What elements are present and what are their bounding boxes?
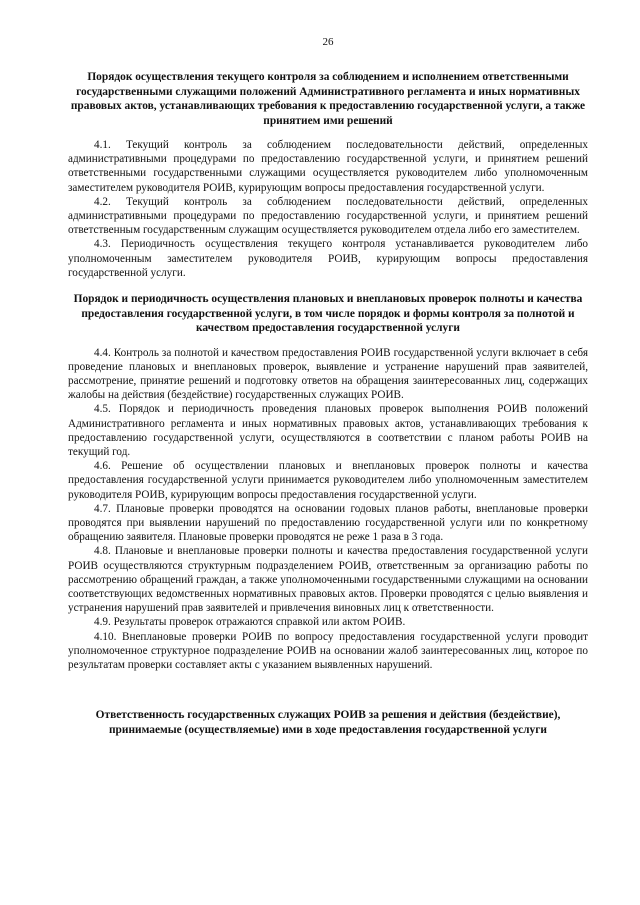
paragraph-4-9: 4.9. Результаты проверок отражаются справкой или актом РОИВ.	[94, 616, 406, 629]
section-inspections	[68, 292, 588, 672]
paragraph-4-7: 4.7. Плановые проверки проводятся на основании годовых планов работы, внеплановые проверки проводятся при выявлении нарушений по предоставлению государственной услуги или по конкретному обращению заявителя. Плановые проверки проводятся не реже 1 раза в 3 года.	[68, 502, 588, 544]
page-number: 26	[322, 36, 334, 48]
section-current-control	[68, 70, 588, 280]
paragraph-4-10: 4.10. Внеплановые проверки РОИВ по вопросу предоставления государственной услуги проводит уполномоченное структурное подразделение РОИВ на основании жалоб заинтересованных лиц, которое по результатам проверки составляет акты с указанием выявленных нарушений.	[68, 630, 588, 671]
paragraph-4-3: 4.3. Периодичность осуществления текущего контроля устанавливается руководителем либо уполномоченным заместителем руководителя РОИВ, курирующим вопросы предоставления государственной услуги.	[68, 238, 588, 279]
paragraph-4-8: 4.8. Плановые и внеплановые проверки полноты и качества предоставления государственной услуги РОИВ осуществляются структурным подразделением РОИВ, ответственным за организацию работы по рассмотрению обращений граждан, а также уполномоченными государственными служащими на основании соответствующих ведомственных нормативных правовых актов. Проверки проводятся с целью выявления и устранения нарушений прав заявителей и привлечения виновных лиц к ответственности.	[68, 545, 588, 615]
paragraph-4-2: 4.2. Текущий контроль за соблюдением последовательности действий, определенных административными процедурами по предоставлению государственной услуги, и принятием решений ответственным государственным служащим осуществляется руководителем отдела либо его заместителем.	[68, 195, 588, 237]
section-title: Порядок осуществления текущего контроля за соблюдением и исполнением ответственными государственными служащими положений Административного регламента и иных нормативных правовых актов, устанавливающих требования к предоставлению государственной услуги, а также принятием ими решений	[70, 71, 586, 127]
section-title: Ответственность государственных служащих РОИВ за решения и действия (бездействие), принимаемые (осуществляемые) ими в ходе предоставления государственной услуги	[95, 709, 561, 736]
section-responsibility	[68, 708, 588, 737]
paragraph-4-4: 4.4. Контроль за полнотой и качеством предоставления РОИВ государственной услуги включает в себя проведение плановых и внеплановых проверок, выявление и устранение нарушений прав заявителей, рассмотрение, принятие решений и подготовку ответов на обращения заинтересованных лиц, содержащих жалобы на действия (бездействие) государственных служащих РОИВ.	[68, 346, 588, 402]
paragraph-4-1: 4.1. Текущий контроль за соблюдением последовательности действий, определенных административными процедурами по предоставлению государственной услуги, и принятием решений ответственными государственными служащими осуществляется руководителем либо уполномоченным заместителем руководителя РОИВ, курирующим вопросы предоставления государственной услуги.	[68, 139, 588, 194]
section-title: Порядок и периодичность осуществления плановых и внеплановых проверок полноты и качества предоставления государственной услуги, в том числе порядок и формы контроля за полнотой и качеством предоставления государственной услуги	[73, 293, 583, 335]
paragraph-4-5: 4.5. Порядок и периодичность проведения плановых проверок выполнения РОИВ положений Административного регламента и иных нормативных правовых актов, устанавливающих требования к предоставлению государственной услуги, осуществляются в соответствии с планом работы РОИВ на текущий год.	[68, 403, 588, 458]
paragraph-4-6: 4.6. Решение об осуществлении плановых и внеплановых проверок полноты и качества предоставления государственной услуги принимается руководителем либо уполномоченным заместителем руководителя РОИВ, курирующим вопросы предоставления государственной услуги.	[68, 460, 588, 501]
